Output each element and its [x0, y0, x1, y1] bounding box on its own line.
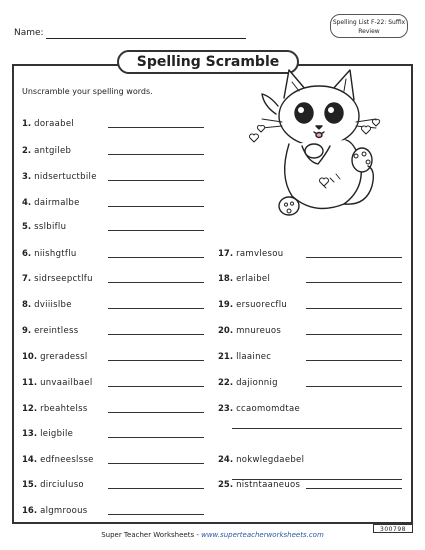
item-number: 13. — [22, 429, 38, 439]
list-item — [22, 455, 94, 465]
list-item — [218, 326, 281, 336]
list-item — [22, 172, 97, 182]
list-item — [218, 352, 271, 362]
answer-blank[interactable] — [232, 428, 402, 429]
item-number: 23. — [218, 404, 234, 414]
item-number: 16. — [22, 506, 38, 516]
answer-blank[interactable] — [306, 257, 402, 258]
scrambled-word: ccaomomdtae — [236, 404, 301, 414]
name-line — [46, 38, 246, 39]
item-number: 25. — [218, 480, 234, 490]
scrambled-word: greradessl — [40, 352, 88, 362]
spelling-list-tag: Spelling List F-22: Suffix Review — [330, 14, 408, 38]
scrambled-word: sslbiflu — [34, 222, 67, 232]
footer — [0, 531, 425, 539]
list-item — [218, 249, 283, 259]
list-item — [22, 404, 88, 414]
scrambled-word: leigbile — [40, 429, 74, 439]
list-item — [218, 480, 300, 490]
scrambled-word: llaainec — [236, 352, 272, 362]
worksheet-code: 300798 — [373, 524, 413, 533]
item-number: 24. — [218, 455, 234, 465]
item-number: 18. — [218, 274, 234, 284]
item-number: 11. — [22, 378, 38, 388]
list-item — [22, 249, 77, 259]
list-item — [218, 274, 270, 284]
list-item — [22, 326, 78, 336]
answer-blank[interactable] — [108, 127, 204, 128]
answer-blank[interactable] — [306, 360, 402, 361]
scrambled-word: nidsertuctbile — [34, 172, 97, 182]
list-item — [22, 300, 72, 310]
scrambled-word: dviiislbe — [34, 300, 72, 310]
instructions: Unscramble your spelling words. — [22, 87, 153, 96]
answer-blank[interactable] — [108, 514, 204, 515]
item-number: 7. — [22, 274, 32, 284]
scrambled-word: nistntaaneuos — [236, 480, 301, 490]
item-number: 4. — [22, 198, 32, 208]
scrambled-word: ersuorecflu — [236, 300, 288, 310]
item-number: 1. — [22, 119, 32, 129]
list-item — [218, 455, 304, 465]
item-number: 21. — [218, 352, 234, 362]
answer-blank[interactable] — [108, 308, 204, 309]
scrambled-word: algmroous — [40, 506, 88, 516]
scrambled-word: sidrseepctlfu — [34, 274, 93, 284]
item-number: 20. — [218, 326, 234, 336]
scrambled-word: erlaibel — [236, 274, 271, 284]
worksheet-title: Spelling Scramble — [117, 50, 299, 74]
scrambled-word: unvaailbael — [40, 378, 93, 388]
scrambled-word: ramvlesou — [236, 249, 284, 259]
name-label: Name: — [14, 28, 44, 38]
item-number: 17. — [218, 249, 234, 259]
cat-icon — [244, 66, 394, 226]
scrambled-word: rbeahtelss — [40, 404, 88, 414]
answer-blank[interactable] — [108, 412, 204, 413]
answer-blank[interactable] — [306, 308, 402, 309]
list-item — [22, 119, 74, 129]
answer-blank[interactable] — [108, 230, 204, 231]
answer-blank[interactable] — [108, 180, 204, 181]
item-number: 15. — [22, 480, 38, 490]
list-item — [22, 198, 80, 208]
answer-blank[interactable] — [306, 282, 402, 283]
answer-blank[interactable] — [108, 334, 204, 335]
scrambled-word: edfneeslsse — [40, 455, 94, 465]
scrambled-word: niishgtflu — [34, 249, 77, 259]
item-number: 10. — [22, 352, 38, 362]
answer-blank[interactable] — [306, 334, 402, 335]
scrambled-word: doraabel — [34, 119, 75, 129]
answer-blank[interactable] — [108, 154, 204, 155]
item-number: 3. — [22, 172, 32, 182]
answer-blank[interactable] — [108, 206, 204, 207]
list-item — [218, 378, 278, 388]
item-number: 8. — [22, 300, 32, 310]
scrambled-word: mnureuos — [236, 326, 282, 336]
answer-blank[interactable] — [108, 257, 204, 258]
scrambled-word: nokwlegdaebel — [236, 455, 305, 465]
item-number: 2. — [22, 146, 32, 156]
list-item — [218, 404, 300, 414]
scrambled-word: dairmalbe — [34, 198, 80, 208]
list-item — [22, 429, 73, 439]
footer-separator: - — [194, 531, 202, 539]
scrambled-word: antgileb — [34, 146, 72, 156]
item-number: 14. — [22, 455, 38, 465]
footer-brand: Super Teacher Worksheets — [101, 531, 195, 539]
item-number: 12. — [22, 404, 38, 414]
list-item — [22, 480, 84, 490]
footer-link[interactable]: www.superteacherworksheets.com — [201, 531, 324, 539]
list-item — [22, 506, 88, 516]
list-item — [22, 378, 93, 388]
answer-blank[interactable] — [108, 386, 204, 387]
answer-blank[interactable] — [306, 488, 402, 489]
answer-blank[interactable] — [108, 360, 204, 361]
scrambled-word: dirciuluso — [40, 480, 84, 490]
list-item — [22, 352, 88, 362]
list-item — [22, 222, 66, 232]
answer-blank[interactable] — [108, 437, 204, 438]
list-item — [22, 274, 93, 284]
item-number: 9. — [22, 326, 32, 336]
answer-blank[interactable] — [108, 463, 204, 464]
item-number: 22. — [218, 378, 234, 388]
answer-blank[interactable] — [306, 386, 402, 387]
item-number: 6. — [22, 249, 32, 259]
list-item — [218, 300, 287, 310]
answer-blank[interactable] — [108, 282, 204, 283]
scrambled-word: dajionnig — [236, 378, 278, 388]
item-number: 19. — [218, 300, 234, 310]
scrambled-word: ereintless — [34, 326, 79, 336]
answer-blank[interactable] — [108, 488, 204, 489]
list-item — [22, 146, 71, 156]
item-number: 5. — [22, 222, 32, 232]
